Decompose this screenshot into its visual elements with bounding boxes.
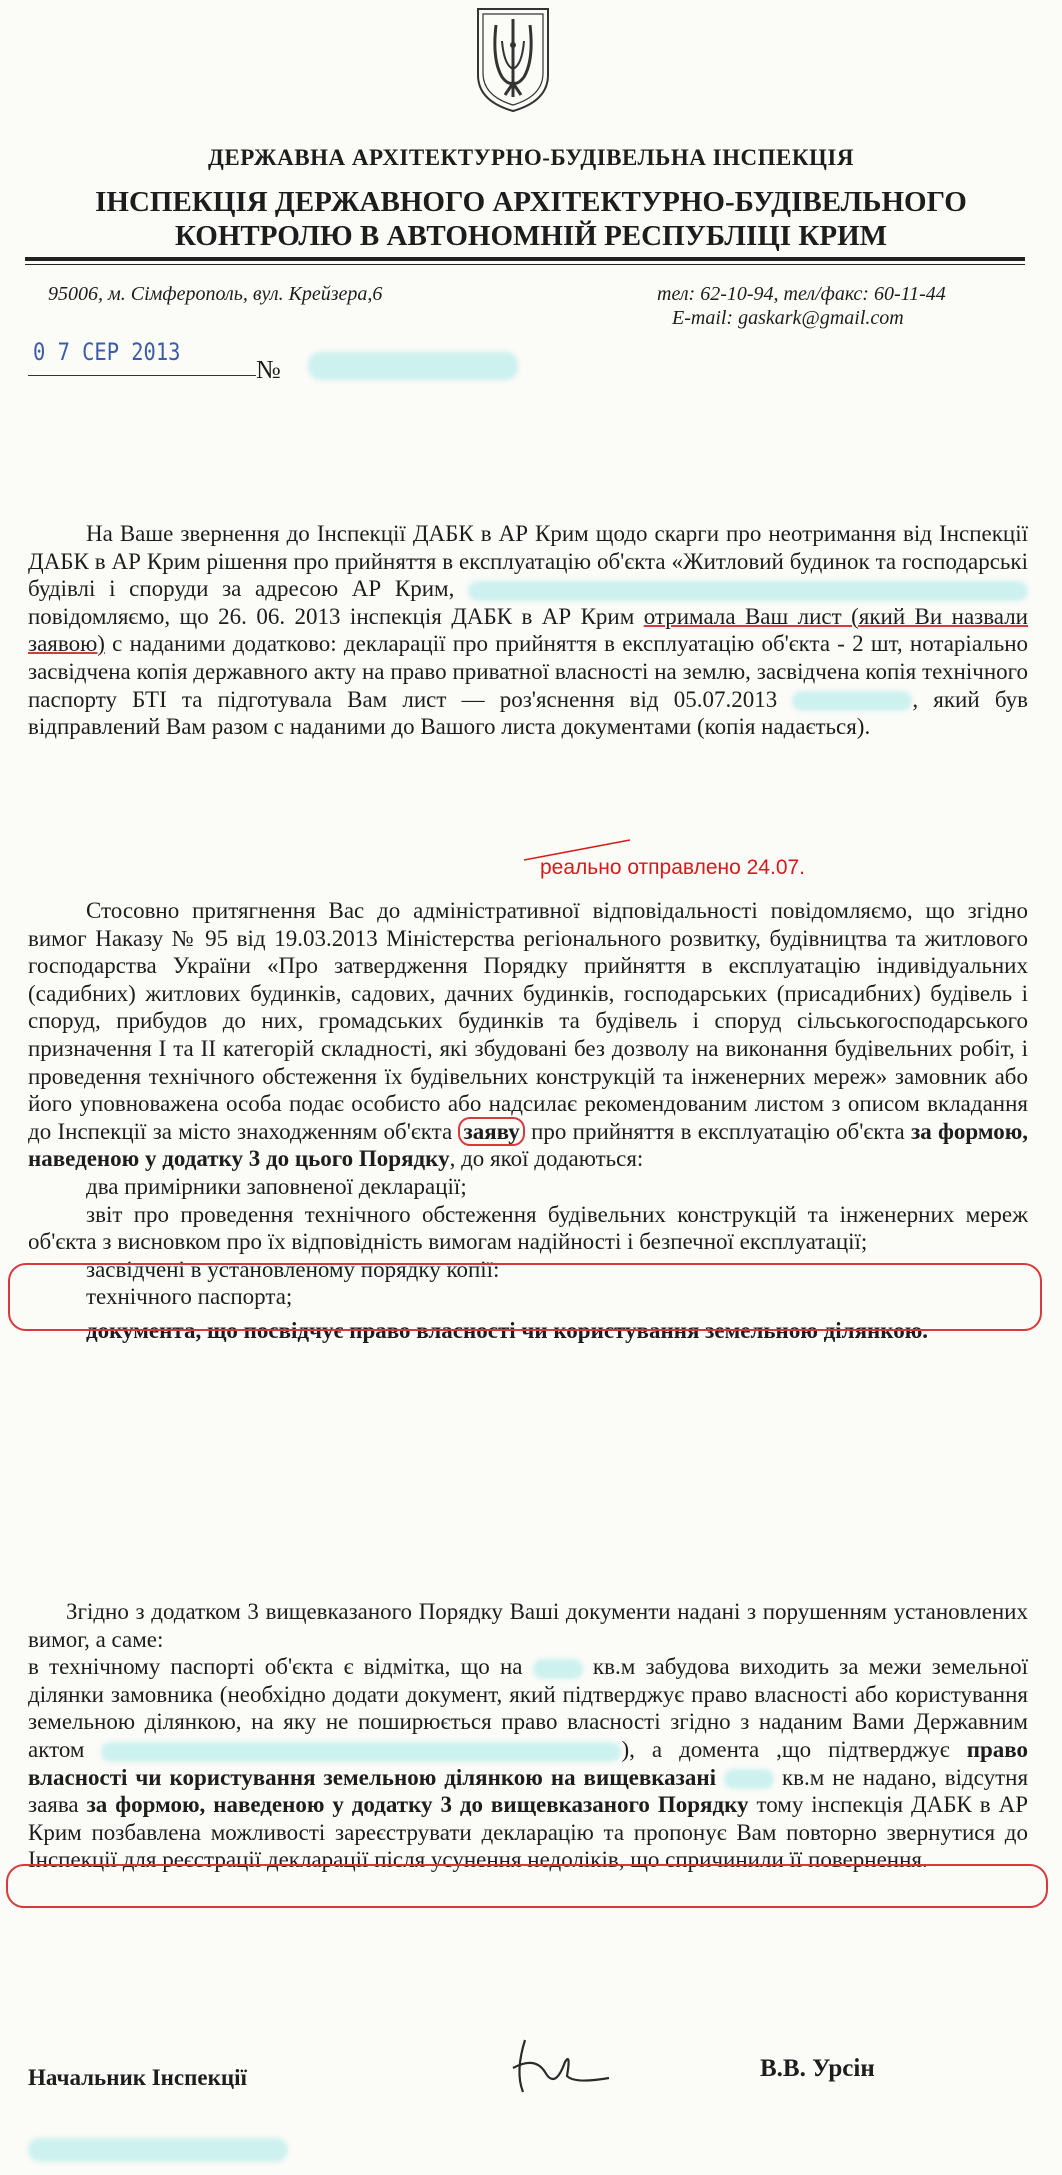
p3-bold-2: за формою, наведеною у додатку 3 до вищевказаного Порядку [86,1792,749,1818]
paragraph-3 [28,1598,1028,1874]
p2-text-b: про прийняття в експлуатацію об'єкта [531,1118,905,1144]
highlight-oval [8,1263,1042,1331]
number-sign: № [256,355,281,384]
header-rule-thin [25,264,1025,265]
number-line [28,375,256,376]
p1-date: 05.07.2013 [673,686,778,712]
p3-bold-1: право власності чи користування земельною ділянкою на вищевказані [28,1736,1028,1790]
p1-text-a: На Ваше звернення до Інспекції ДАБК в АР Крим щодо скарги про неотримання від Інспекції ДАБК в АР Крим рішення про прийняття в експлуатацію об'єкта «Житловий будинок та господарські будівлі і споруди за адресою АР Крим, [28,521,1028,602]
redaction [468,581,1028,601]
coat-of-arms-icon [472,5,554,115]
org-title [0,185,1062,253]
p3-text-a: Згідно з додатком 3 вищевказаного Порядку Ваші документи надані з порушенням установлених вимог, а саме: [28,1599,1028,1652]
list-item: два примірники заповненої декларації; [86,1173,467,1199]
signatory-position: Начальник Інспекції [28,2065,247,2090]
p1-text-c: що 26. 06. 2013 інспекція ДАБК в АР Крим [179,603,635,629]
list-item: технічного паспорта; [86,1284,293,1310]
org-line-2: ІНСПЕКЦІЯ ДЕРЖАВНОГО АРХІТЕКТУРНО-БУДІВЕЛЬНОГО [95,186,967,218]
header-rule-thick [25,257,1025,261]
list-item: звіт про проведення технічного обстеження будівельних конструкцій та інженерних мереж об'єкта з висновком про їх відповідність вимогам надійності і безпечної експлуатації; [28,1201,1028,1255]
p3-text-g: тому інспекція ДАБК в АР Крим позбавлена можливості зареєструвати декларацію та пропонує Вам повторно звернутися до Інспекції для реєстрації декларації після усунення недоліків, що спричинили її повернення. [28,1792,1028,1873]
redaction [308,352,518,380]
org-line-1: ДЕРЖАВНА АРХІТЕКТУРНО-БУДІВЕЛЬНА ІНСПЕКЦІЯ [208,145,854,170]
org-line-3: КОНТРОЛЮ В АВТОНОМНІЙ РЕСПУБЛІЦІ КРИМ [174,220,888,252]
redaction [101,1742,621,1762]
annotation-text: реально отправлено 24.07. [540,856,806,879]
p2-zayavu: заяву [458,1117,524,1146]
phones: тел: 62-10-94, тел/факс: 60-11-44 [657,283,946,305]
p1-text-b: повідомляємо, [28,603,171,629]
p2-text-a: Стосовно притягнення Вас до адміністративної відповідальності повідомляємо, що згідно вимог Наказу № 95 від 19.03.2013 Міністерства регіонального розвитку, будівництва та житлового господарства України «Про затвердження Порядку прийняття в експлуатацію індивідуальних (садибних) житлових будинків, садових, дачних будинків, господарських (присадибних) будівель і споруд, прибудов до них, громадських будинків та будівель і споруд сільськогосподарського призначення І та ІІ категорій складності, які збудовані без дозволу на виконання будівельних робіт, і проведення технічного обстеження їх будівельних конструкцій та інженерних мереж» замовник або його уповноважена особа подає особисто або надсилає рекомендованим листом з описом вкладання до Інспекції за місто знаходженням об'єкта [28,898,1028,1144]
list-item: засвідчені в установленому порядку копії: [86,1256,500,1282]
redaction [792,691,912,711]
signatory-name: В.В. Урсін [760,2055,875,2082]
list-item: документа, що посвідчує право власності чи користування земельною ділянкою. [86,1317,929,1343]
redaction [28,2138,288,2162]
paragraph-1 [28,520,1028,741]
p3-text-c: кв.м забудова виходить за межи земельної ділянки замовника (необхідно додати документ, який підтверджує право власності або користування земельною ділянкою, на яку не поширюється право власності згідно з наданим Вами Державним актом [28,1654,1029,1762]
p1-underlined: отримала Ваш лист (який Ви назвали заявою) [28,603,1028,657]
p1-text-d: с наданими додатково: декларації про прийняття в експлуатацію об'єкта - 2 шт, нотаріально засвідчена копія державного акту на право приватної власності на землю, засвідчена копія технічного паспорту БТІ та підготувала Вам лист — роз'яснення від [28,631,1029,712]
p1-text-e: , який був відправлений Вам разом с наданими до Вашого листа документами (копія надається). [28,686,1029,740]
redaction [724,1769,774,1789]
p3-text-d: ), а доментa ,що підтверджує [621,1736,950,1762]
p2-text-c: , до якої додаються: [449,1146,644,1172]
p3-text-f: відсутня заява [28,1764,1029,1818]
email: E-mail: gaskark@gmail.com [672,307,904,329]
p3-text-b: в технічному паспорті об'єкта є відмітка, що на [28,1654,523,1680]
p2-bold: за формою, наведеною у додатку 3 до цього Порядку [28,1118,1029,1172]
highlight-oval [6,1864,1048,1908]
handwritten-signature-icon [505,2032,615,2102]
address: 95006, м. Сімферополь, вул. Крейзера,6 [48,283,383,305]
redaction [533,1659,583,1679]
p3-text-e: кв.м не надано, [782,1764,937,1790]
date-stamp: 0 7 СЕР 2013 [33,338,181,366]
